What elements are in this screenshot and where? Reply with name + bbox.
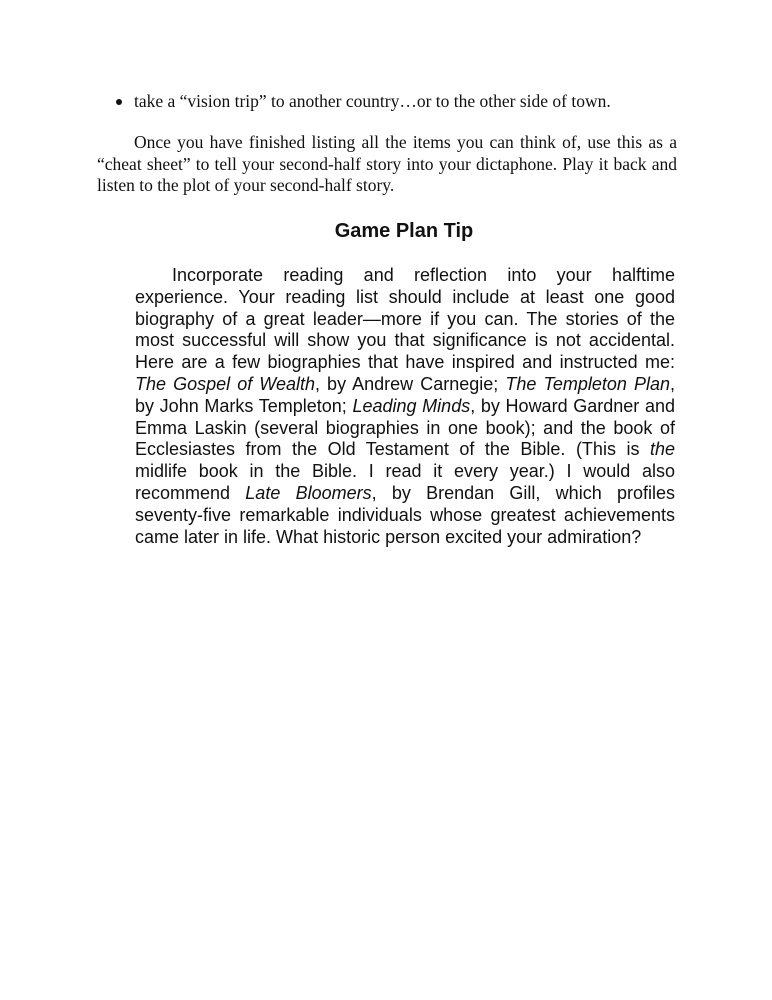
emphasis-word: the <box>649 439 675 460</box>
tip-paragraph <box>135 265 675 548</box>
bullet-list <box>114 91 684 113</box>
tip-text-6: , by Brendan Gill, which profiles seventy-five remarkable individuals whose greatest achievements came later in life. What historic person excited your admiration? <box>135 482 675 547</box>
list-item <box>114 91 684 113</box>
bullet-text: take a “vision trip” to another country…or to the other side of town. <box>134 91 611 111</box>
bullet-dot-icon <box>116 99 122 105</box>
book-title: The Templeton Plan <box>505 373 670 394</box>
tip-text-4: , by Howard Gardner and Emma Laskin (several biographies in one book); and the book of Ecclesiastes from the Old Testament of the Bible. (This is <box>135 395 675 460</box>
section-heading: Game Plan Tip <box>334 220 474 242</box>
body-paragraph: Once you have finished listing all the items you can think of, use this as a “cheat sheet” to tell your second-half story into your dictaphone. Play it back and listen to the plot of your second-half story. <box>97 132 677 196</box>
tip-text-1: Incorporate reading and reflection into your halftime experience. Your reading list should include at least one good biography of a great leader—more if you can. The stories of the most successful will show you that significance is not accidental. Here are a few biographies that have inspired and instructed me: <box>135 265 675 373</box>
book-title: Leading Minds <box>352 395 471 416</box>
book-title: Late Bloomers <box>245 482 372 503</box>
tip-text-5: midlife book in the Bible. I read it every year.) I would also recommend <box>135 461 675 503</box>
tip-text-3: , by John Marks Templeton; <box>135 373 675 416</box>
tip-text-2: , by Andrew Carnegie; <box>314 373 506 394</box>
book-title: The Gospel of Wealth <box>135 373 315 394</box>
